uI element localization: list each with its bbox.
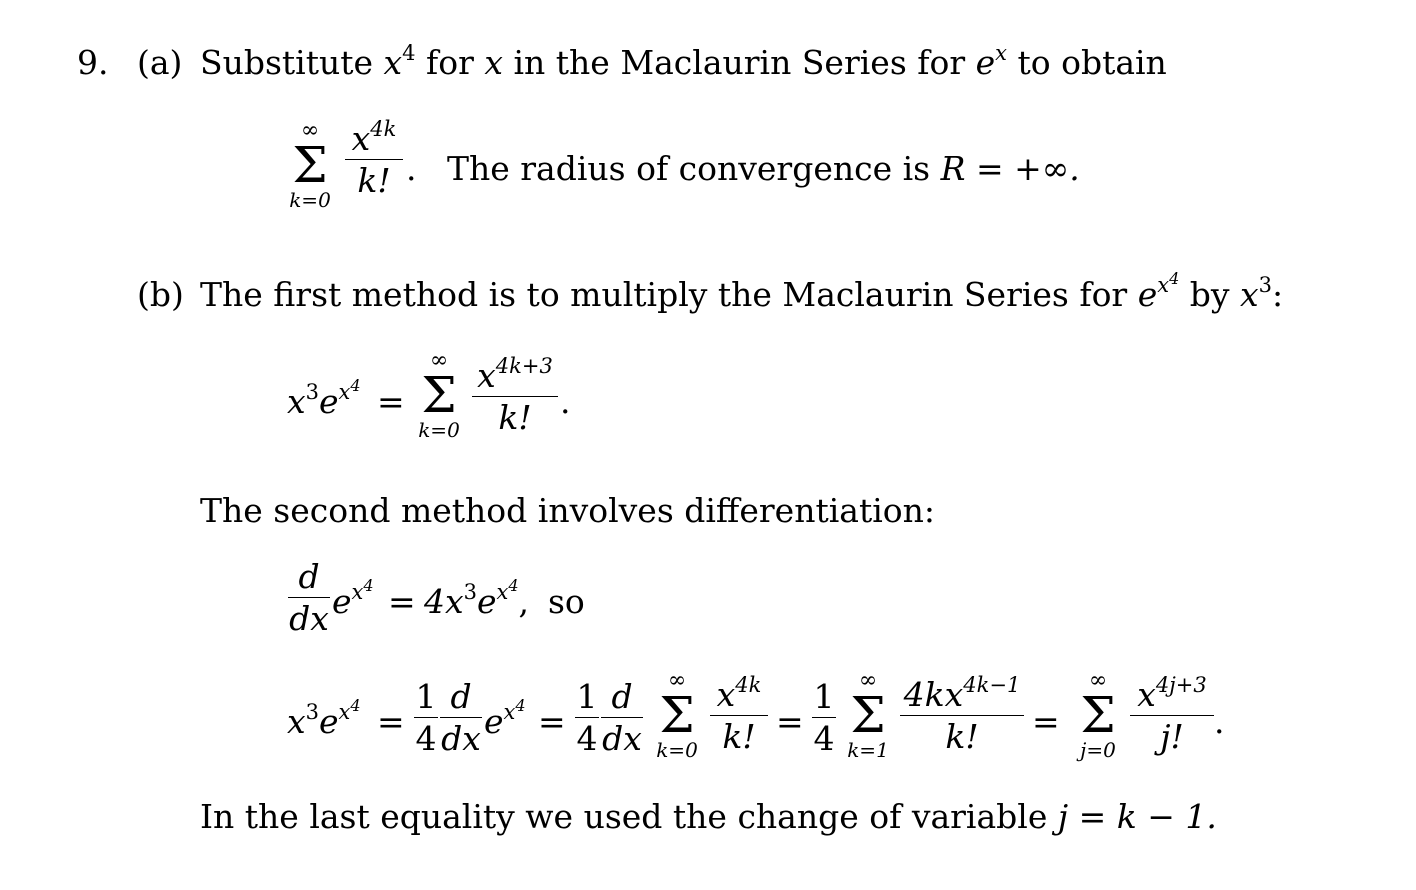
problem-number: 9. <box>77 43 109 82</box>
part-a-text-4: to obtain <box>1006 43 1167 82</box>
eq2-equals-4: = <box>1032 702 1060 741</box>
deriv-lhs: $e^{x^4}$ <box>332 576 374 621</box>
frac-d-dx-3: d dx <box>602 677 642 758</box>
part-a-text-2: for <box>415 43 485 82</box>
deriv-rhs: $4x^3e^{x^4}$, <box>424 576 530 621</box>
eq2-lhs: $x^3e^{x^4}$ <box>287 696 361 741</box>
sum-b1: ∞ Σ k=0 <box>418 348 460 442</box>
part-b-label: (b) <box>137 275 184 314</box>
frac-c1: $x^{4k}$ k! <box>710 678 768 753</box>
frac-d-dx-2: d dx <box>441 677 481 758</box>
frac-quarter-2: 1 4 <box>576 677 598 758</box>
frac-quarter-1: 1 4 <box>415 677 437 758</box>
frac-b1: $x^{4k+3}$ k! <box>472 359 558 434</box>
sum-c3: ∞ Σ j=0 <box>1080 668 1116 762</box>
period-a: . <box>406 149 417 188</box>
second-method: The second method involves differentiation: <box>200 491 936 530</box>
frac-a: $x^{4k}$ k! <box>345 122 403 197</box>
eq1-equals: = <box>377 382 405 421</box>
part-a-label: (a) <box>137 43 183 82</box>
eq2-exp: $e^{x^4}$ <box>484 696 526 741</box>
sum-c2: ∞ Σ k=1 <box>847 668 889 762</box>
frac-c3: $x^{4j+3}$ j! <box>1130 678 1214 753</box>
eq2-equals-3: = <box>776 702 804 741</box>
frac-c2: $4kx^{4k-1}$ k! <box>900 678 1024 753</box>
sum-a: ∞ Σ k=0 <box>289 118 331 212</box>
conclusion: In the last equality we used the change of variable j = k − 1. <box>200 797 1217 836</box>
period-b1: . <box>560 382 571 421</box>
part-b-intro: The first method is to multiply the Maclaurin Series for $e^{x^4}$ by $x^3$: <box>200 269 1284 314</box>
part-a-text-1: Substitute <box>200 43 384 82</box>
sum-c1: ∞ Σ k=0 <box>656 668 698 762</box>
frac-d-dx: d dx <box>289 557 329 638</box>
eq2-equals-1: = <box>377 702 405 741</box>
eq2-equals-2: = <box>538 702 566 741</box>
eq1-lhs: $x^3e^{x^4}$ <box>287 376 361 421</box>
radius-sentence: The radius of convergence is R = +∞. <box>447 149 1080 188</box>
part-a-intro: Substitute $x^4$ for x in the Maclaurin Series for $e^x$ to obtain <box>200 41 1167 82</box>
part-a-text-3: in the Maclaurin Series for <box>503 43 976 82</box>
deriv-equals: = <box>388 582 416 621</box>
frac-quarter-3: 1 4 <box>813 677 835 758</box>
so-word: so <box>548 582 585 621</box>
period-c: . <box>1214 702 1225 741</box>
